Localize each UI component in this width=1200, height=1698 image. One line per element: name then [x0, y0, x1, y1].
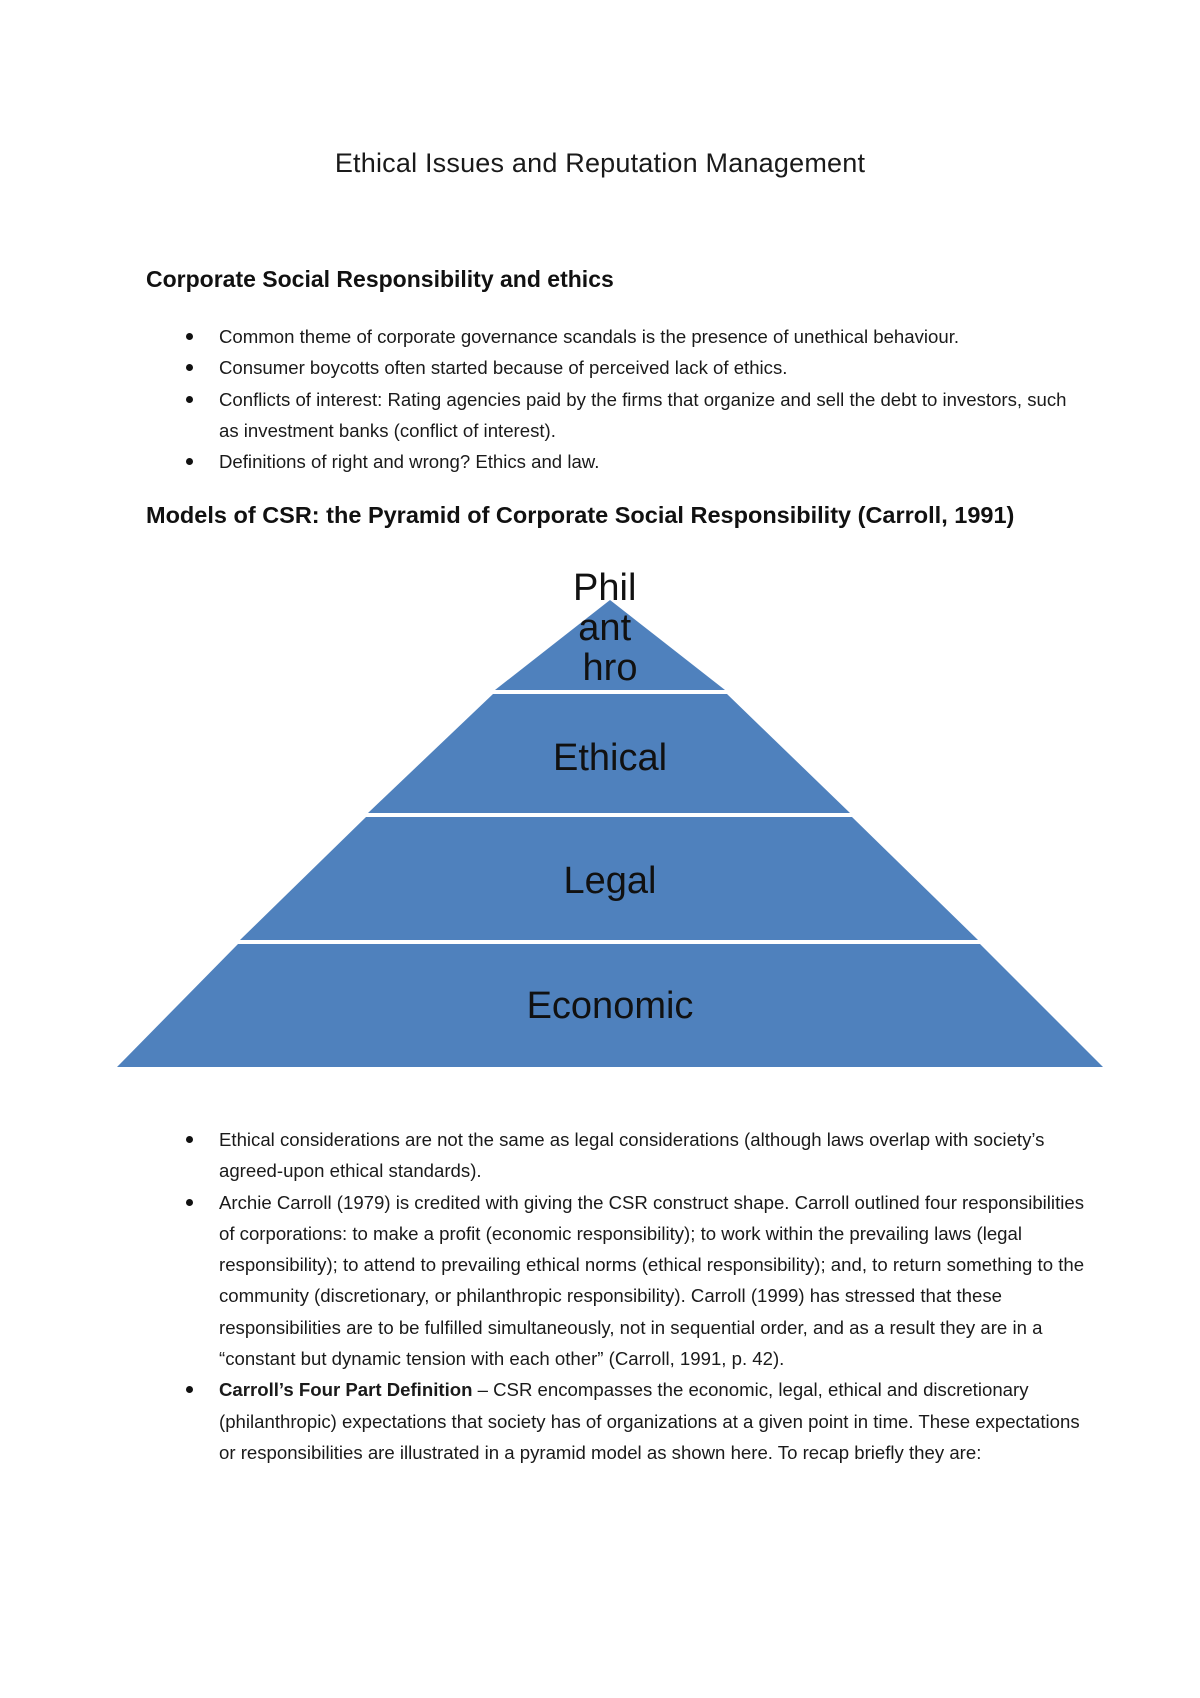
section-heading-csr-models: Models of CSR: the Pyramid of Corporate Social Responsibility (Carroll, 1991)	[146, 502, 1015, 528]
list-item-text: – CSR encompasses the economic, legal, ethical and discretionary (philanthropic) expectations that society has of organizations at a given point in time. These expectations or responsibilities are illustrated in a pyramid model as shown here. To recap briefly they are:	[219, 1379, 1080, 1463]
pyramid-label-ethical: Ethical	[552, 737, 668, 779]
list-item: Conflicts of interest: Rating agencies paid by the firms that organize and sell the debt to investors, such as investment banks (conflict of interest).	[146, 384, 1086, 447]
pyramid-label-legal: Legal	[563, 860, 657, 902]
list-item: Archie Carroll (1979) is credited with giving the CSR construct shape. Carroll outlined four responsibilities of corporations: to make a profit (economic responsibility); to work within the prevailing laws (legal responsibility); to attend to prevailing ethical norms (ethical responsibility); and, to return something to the community (discretionary, or philanthropic responsibility). Carroll (1999) has stressed that these responsibilities are to be fulfilled simultaneously, not in sequential order, and as a result they are in a “constant but dynamic tension with each other” (Carroll, 1991, p. 42).	[146, 1187, 1086, 1375]
section-heading-csr-ethics: Corporate Social Responsibility and ethics	[146, 266, 614, 292]
list-item: Ethical considerations are not the same as legal considerations (although laws overlap with society’s agreed-upon ethical standards).	[146, 1124, 1086, 1187]
list-item: Consumer boycotts often started because of perceived lack of ethics.	[146, 352, 1086, 383]
pyramid-label-economic: Economic	[526, 985, 694, 1027]
csr-pyramid-diagram	[0, 560, 1200, 1080]
bold-term: Carroll’s Four Part Definition	[219, 1379, 473, 1401]
document-title: Ethical Issues and Reputation Management	[334, 148, 866, 178]
bullet-list-carroll	[146, 1124, 1086, 1468]
list-item: Common theme of corporate governance scandals is the presence of unethical behaviour.	[146, 321, 1086, 352]
pyramid-label-philanthropic: Phil ant hro	[573, 567, 638, 689]
list-item: Definitions of right and wrong? Ethics and law.	[146, 446, 1086, 477]
list-item	[146, 1374, 1086, 1468]
bullet-list-csr-ethics	[146, 321, 1086, 477]
